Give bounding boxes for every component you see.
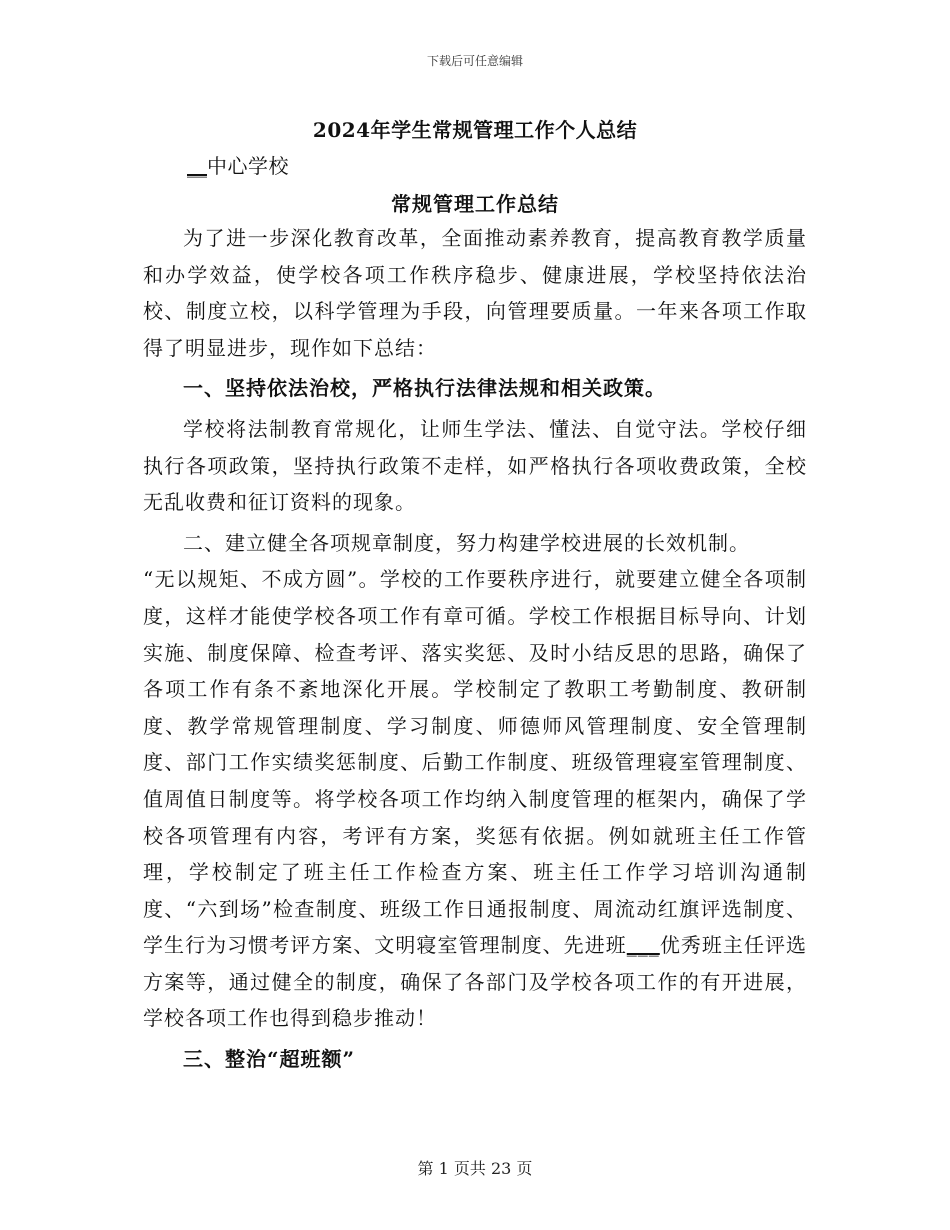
school-line (187, 150, 289, 179)
header-note: 下载后可任意编辑 (426, 54, 523, 68)
paragraph-section-2-part-b: 优秀班主任评选方案等，通过健全的制度，确保了各部门及学校各项工作的有开进展，学校各项工作也得到稳步推动！ (143, 933, 808, 1031)
document-body (143, 220, 807, 1078)
paragraph-section-1: 学校将法制教育常规化，让师生学法、懂法、自觉守法。学校仔细执行各项政策，坚持执行政策不走样，如严格执行各项收费政策，全校无乱收费和征订资料的现象。 (143, 416, 807, 515)
document-title: 2024年学生常规管理工作个人总结 (312, 118, 638, 142)
paragraph-section-2-part-a: “无以规矩、不成方圆”。学校的工作要秩序进行，就要建立健全各项制度，这样才能使学校各项工作有章可循。学校工作根据目标导向、计划实施、制度保障、检查考评、落实奖惩、及时小结反思的思路，确保了各项工作有条不紊地深化开展。学校制定了教职工考勤制度、教研制度、教学常规管理制度、学习制度、师德师风管理制度、安全管理制度、部门工作实绩奖惩制度、后勤工作制度、班级管理寝室管理制度、值周值日制度等。将学校各项工作均纳入制度管理的框架内，确保了学校各项管理有内容，考评有方案，奖惩有依据。例如就班主任工作管理，学校制定了班主任工作检查方案、班主任工作学习培训沟通制度、“六到场”检查制度、班级工作日通报制度、周流动红旗评选制度、学生行为习惯考评方案、文明寝室管理制度、先进班 (143, 567, 807, 958)
paragraph-blank: ___ (626, 933, 660, 958)
paragraph-intro: 为了进一步深化教育改革，全面推动素养教育，提高教育教学质量和办学效益，使学校各项工作秩序稳步、健康进展，学校坚持依法治校、制度立校，以科学管理为手段，向管理要质量。一年来各项工作取得了明显进步，现作如下总结： (143, 226, 807, 360)
section-subtitle: 常规管理工作总结 (391, 192, 559, 216)
heading-section-2: 二、建立健全各项规章制度，努力构建学校进展的长效机制。 (183, 530, 750, 555)
heading-section-3: 三、整治“超班额” (183, 1047, 356, 1072)
paragraph-section-2 (143, 561, 807, 1037)
school-name: 中心学校 (207, 154, 289, 178)
page-number: 第 1 页共 23 页 (417, 1159, 533, 1178)
heading-section-1: 一、坚持依法治校，严格执行法律法规和相关政策。 (183, 376, 666, 401)
school-blank: __ (187, 154, 207, 178)
